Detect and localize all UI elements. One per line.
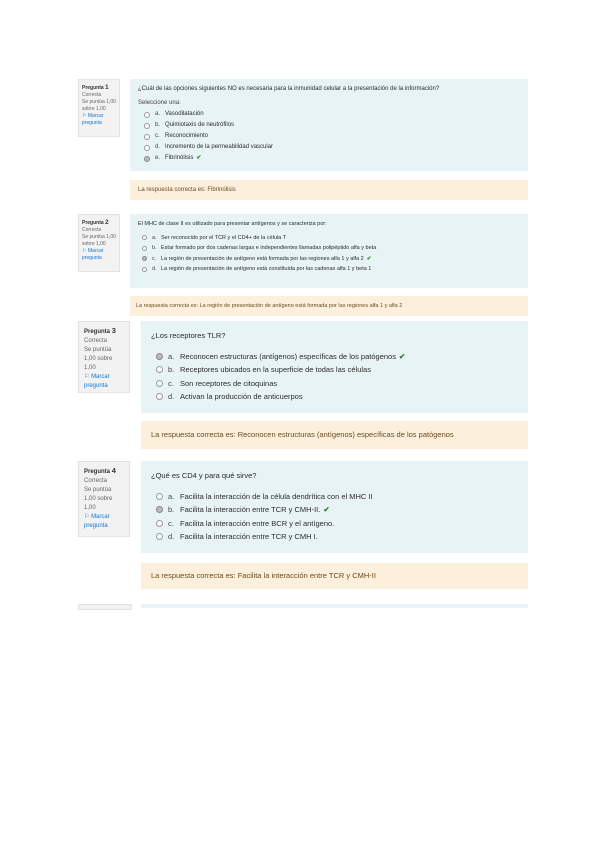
question-info-3 [78,321,130,393]
flag-question-link[interactable]: ⚐ Marcar pregunta [84,514,110,529]
radio-button-selected[interactable] [156,353,163,360]
flag-question-link[interactable]: ⚐ Marcar pregunta [84,374,110,389]
question-text: ¿Qué es CD4 y para qué sirve? [151,471,257,480]
answer-option-a[interactable]: a. Ser reconocido por el TCR y el CD4+ de la célula T [138,233,520,244]
question-content-2 [130,214,528,288]
question-text: El MHC de clase II es utilizado para presentar antígenos y se caracteriza por: [138,221,327,227]
answer-option-b[interactable]: b. Quimiotaxis de neutrófilos [138,120,520,131]
correct-check-icon: ✔ [323,505,330,514]
radio-button[interactable] [156,366,163,373]
flag-icon: ⚐ [82,113,87,119]
answer-option-a[interactable]: a. Reconocen estructuras (antígenos) específicas de los patógenos ✔ [151,350,518,364]
correct-check-icon: ✔ [366,255,372,262]
answer-option-d[interactable]: d. La región de presentación de antígeno está constituida por las cadenas alfa 1 y beta 1 [138,264,520,275]
flag-question-link[interactable]: ⚐ Marcar pregunta [82,113,104,126]
answer-option-c[interactable]: c. La región de presentación de antígeno está formada por las regiones alfa 1 y alfa 2 ✔ [138,254,520,265]
question-info-4 [78,461,130,537]
answer-option-a[interactable]: a. Vasodilatación [138,109,520,120]
answer-option-b[interactable]: b. Facilita la interacción entre TCR y CMH-II. ✔ [151,503,518,517]
radio-button-selected[interactable] [142,256,147,261]
answer-option-b[interactable]: b. Receptores ubicados en la superficie de todas las células [151,363,518,377]
radio-button[interactable] [156,493,163,500]
feedback-box-2: La respuesta correcta es: La región de presentación de antígeno está formada por las regiones alfa 1 y alfa 2 [130,296,528,316]
radio-button[interactable] [156,533,163,540]
question-status: Correcta [82,92,102,98]
next-question-info-strip [78,604,132,610]
question-number-label: Pregunta 2 [82,219,109,226]
radio-button[interactable] [144,145,150,151]
answer-option-c[interactable]: c. Facilita la interacción entre BCR y el antígeno. [151,517,518,531]
question-text: ¿Cuál de las opciones siguientes NO es necesaria para la inmunidad celular a la presentación de la información? [138,86,440,92]
question-info-1 [78,79,120,137]
question-number-label: Pregunta 4 [84,466,116,475]
question-info-2 [78,214,120,272]
radio-button-selected[interactable] [156,506,163,513]
feedback-box-4: La respuesta correcta es: Facilita la interacción entre TCR y CMH-II [141,563,528,589]
radio-button[interactable] [156,520,163,527]
answer-option-c[interactable]: c. Son receptores de citoquinas [151,377,518,391]
radio-button[interactable] [142,246,147,251]
next-question-content-strip [141,604,528,608]
feedback-box-3: La respuesta correcta es: Reconocen estructuras (antígenos) específicas de los patógenos [141,421,528,449]
question-content-4 [141,461,528,553]
answer-option-d[interactable]: d. Incremento de la permeabilidad vascular [138,142,520,153]
answer-option-c[interactable]: c. Reconocimiento [138,131,520,142]
flag-icon: ⚐ [84,374,90,380]
feedback-box-1: La respuesta correcta es: Fibrinólisis [130,180,528,200]
answer-option-e[interactable]: e. Fibrinólisis ✔ [138,153,520,164]
radio-button[interactable] [156,393,163,400]
correct-check-icon: ✔ [398,351,406,361]
answer-option-d[interactable]: d. Activan la producción de anticuerpos [151,390,518,404]
flag-icon: ⚐ [84,514,90,520]
question-status: Correcta [84,478,108,484]
answer-option-d[interactable]: d. Facilita la interacción entre TCR y CMH I. [151,530,518,544]
answer-option-a[interactable]: a. Facilita la interacción de la célula dendrítica con el MHC II [151,490,518,504]
question-content-1 [130,79,528,171]
question-number-label: Pregunta 1 [82,84,109,91]
radio-button[interactable] [144,123,150,129]
question-score: Se puntúa 1,00 sobre 1,00 [84,487,113,511]
question-text: ¿Los receptores TLR? [151,331,226,340]
answer-option-b[interactable]: b. Estar formado por dos cadenas largas e independientes llamadas polipéptido alfa y beta [138,243,520,254]
radio-button[interactable] [144,134,150,140]
radio-button[interactable] [156,380,163,387]
radio-button-selected[interactable] [144,156,150,162]
radio-button[interactable] [144,112,150,118]
flag-question-link[interactable]: ⚐ Marcar pregunta [82,248,104,261]
question-status: Correcta [82,227,102,233]
question-content-3 [141,321,528,413]
radio-button[interactable] [142,267,147,272]
radio-button[interactable] [142,235,147,240]
question-number-label: Pregunta 3 [84,326,116,335]
question-status: Correcta [84,338,108,344]
flag-icon: ⚐ [82,248,87,254]
question-score: Se puntúa 1,00 sobre 1,00 [82,99,116,112]
select-prompt: Seleccione una: [138,100,181,106]
question-score: Se puntúa 1,00 sobre 1,00 [82,234,116,247]
question-score: Se puntúa 1,00 sobre 1,00 [84,347,113,371]
correct-check-icon: ✔ [196,155,202,161]
